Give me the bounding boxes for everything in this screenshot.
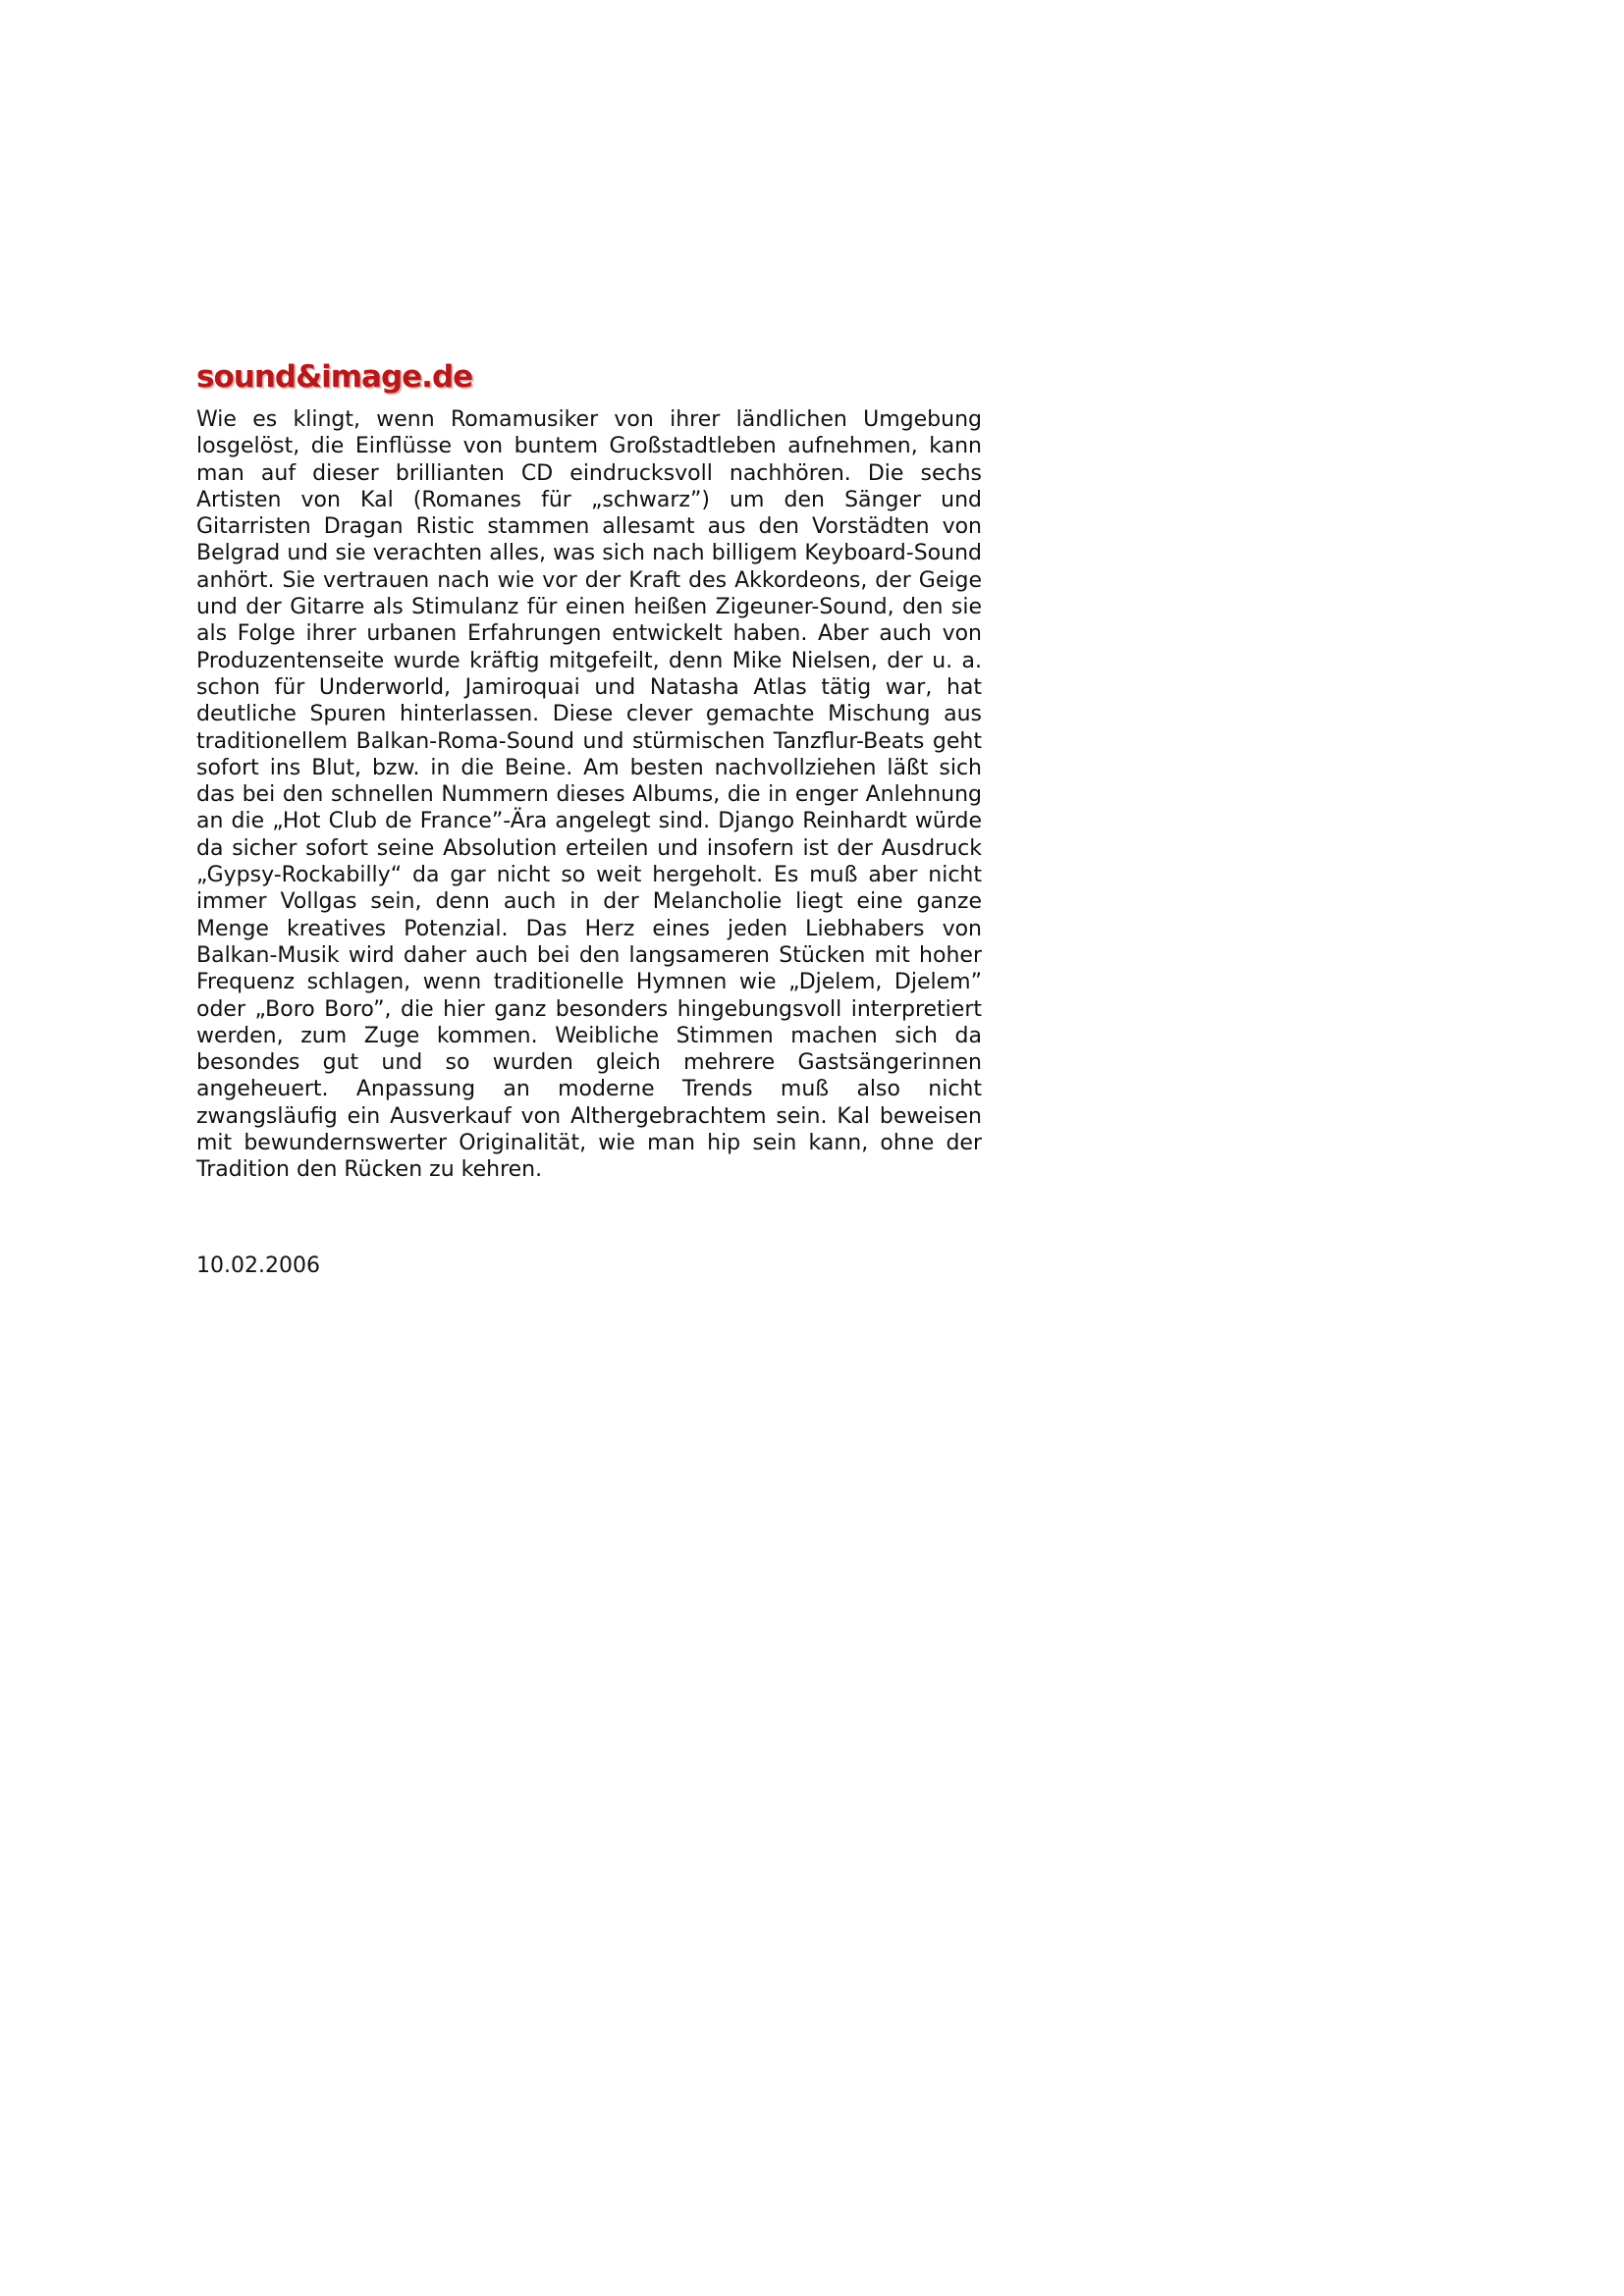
review-date: 10.02.2006 (196, 1254, 320, 1278)
publication-logo: sound&image.de (196, 359, 473, 395)
review-body: Wie es klingt, wenn Romamusiker von ihrer ländlichen Umgebung losgelöst, die Einflüsse von buntem Großstadtleben aufnehmen, kann man auf dieser brillianten CD eindrucksvoll nachhören. Die sechs Artisten von Kal (Romanes für „schwarz”) um den Sänger und Gitarristen Dragan Ristic stammen allesamt aus den Vorstädten von Belgrad und sie verachten alles, was sich nach billigem Keyboard-Sound anhört. Sie vertrauen nach wie vor der Kraft des Akkordeons, der Geige und der Gitarre als Stimulanz für einen heißen Zigeuner-Sound, den sie als Folge ihrer urbanen Erfahrungen entwickelt haben. Aber auch von Produzentenseite wurde kräftig mitgefeilt, denn Mike Nielsen, der u. a. schon für Underworld, Jamiroquai und Natasha Atlas tätig war, hat deutliche Spuren hinterlassen. Diese clever gemachte Mischung aus traditionellem Balkan-Roma-Sound und stürmischen Tanzflur-Beats geht sofort ins Blut, bzw. in die Beine. Am besten nachvollziehen läßt sich das bei den schnellen Nummern dieses Albums, die in enger Anlehnung an die „Hot Club de France”-Ära angelegt sind. Django Reinhardt würde da sicher sofort seine Absolution erteilen und insofern ist der Ausdruck „Gypsy-Rockabilly“ da gar nicht so weit hergeholt. Es muß aber nicht immer Vollgas sein, denn auch in der Melancholie liegt eine ganze Menge kreatives Potenzial. Das Herz eines jeden Liebhabers von Balkan-Musik wird daher auch bei den langsameren Stücken mit hoher Frequenz schlagen, wenn traditionelle Hymnen wie „Djelem, Djelem” oder „Boro Boro”, die hier ganz besonders hingebungsvoll interpretiert werden, zum Zuge kommen. Weibliche Stimmen machen sich da besondes gut und so wurden gleich mehrere Gastsängerinnen angeheuert. Anpassung an moderne Trends muß also nicht zwangsläufig ein Ausverkauf von Althergebrachtem sein. Kal beweisen mit bewundernswerter Originalität, wie man hip sein kann, ohne der Tradition den Rücken zu kehren. (196, 407, 982, 1183)
